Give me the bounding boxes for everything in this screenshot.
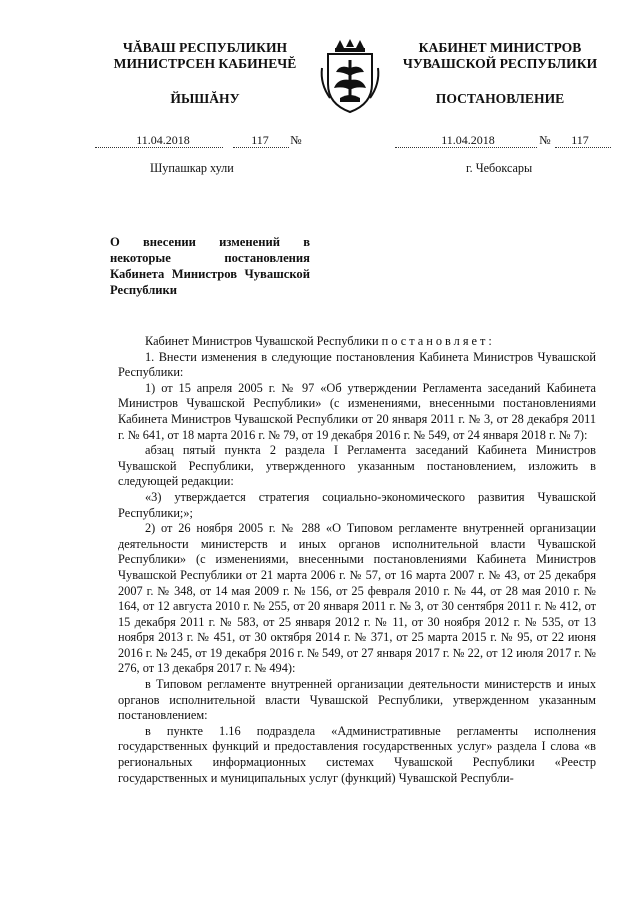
date-right: 11.04.2018	[441, 133, 495, 147]
header-left-line2: МИНИСТРСЕН КАБИНЕЧĔ	[113, 56, 297, 71]
header-left-line1: ЧĂВАШ РЕСПУБЛИКИН	[122, 40, 288, 55]
header-left-doc-type: ЙЫШĂНУ	[170, 91, 240, 106]
place-left: Шупашкар хули	[150, 161, 234, 175]
header-left-block	[100, 40, 310, 107]
coat-of-arms-icon	[318, 38, 382, 116]
date-left: 11.04.2018	[136, 133, 190, 147]
number-left: 117	[251, 133, 269, 147]
body-paragraph: 2) от 26 ноября 2005 г. № 288 «О Типовом регламенте внутренней организации деятельности министерств и иных органов исполнительной власти Чувашской Республики» (с изменениями, внесенными постановлениями Кабинета Министров Чувашской Республики от 21 марта 2006 г. № 57, от 16 марта 2007 г. № 43, от 25 декабря 2007 г. № 348, от 14 мая 2009 г. № 156, от 25 февраля 2010 г. № 44, от 28 мая 2010 г. № 164, от 12 августа 2010 г. № 255, от 20 января 2011 г. № 3, от 30 сентября 2011 г. № 412, от 15 декабря 2011 г. № 583, от 25 января 2012 г. № 11, от 30 ноября 2012 г. № 535, от 13 ноября 2013 г. № 451, от 30 октября 2014 г. № 371, от 25 марта 2015 г. № 95, от 22 июня 2016 г. № 245, от 19 декабря 2016 г. № 549, от 27 января 2017 г. № 22, от 12 июля 2017 г. № 276, от 13 декабря 2017 г. № 494):	[118, 521, 596, 676]
date-right-rule	[395, 147, 537, 148]
document-subject: О внесении изменений в некоторые постановления Кабинета Министров Чувашской Республики	[110, 235, 310, 297]
body-intro-verb: постановляет:	[381, 334, 495, 348]
number-right-rule	[555, 147, 611, 148]
place-right: г. Чебоксары	[466, 161, 533, 175]
number-sign-left: №	[290, 133, 302, 147]
date-number-right	[395, 133, 620, 149]
header-right-block	[385, 40, 615, 107]
body-paragraph: абзац пятый пункта 2 раздела I Регламента заседаний Кабинета Министров Чувашской Республики, утвержденного указанным постановлением, изложить в следующей редакции:	[118, 443, 596, 489]
body-paragraph: 1) от 15 апреля 2005 г. № 97 «Об утверждении Регламента заседаний Кабинета Министров Чувашской Республики» (с изменениями, внесенными постановлениями Кабинета Министров Чувашской Республики от 20 января 2011 г. № 3, от 28 декабря 2011 г. № 641, от 18 марта 2016 г. № 79, от 19 декабря 2016 г. № 549, от 24 января 2018 г. № 7):	[118, 380, 596, 442]
date-left-rule	[95, 147, 223, 148]
number-right: 117	[571, 133, 589, 147]
header-right-line2: ЧУВАШСКОЙ РЕСПУБЛИКИ	[402, 56, 598, 71]
body-paragraph: «3) утверждается стратегия социально-экономического развития Чувашской Республики;»;	[118, 489, 596, 520]
date-number-left	[95, 133, 315, 149]
body-paragraph: в пункте 1.16 подраздела «Административные регламенты исполнения государственных функций и предоставления государственных услуг» раздела I слова «в региональных информационных системах Чувашской Республики «Реестр государственных и муниципальных услуг (функций) Чувашской Республи-	[118, 723, 596, 785]
number-sign-right: №	[539, 133, 551, 147]
body-paragraph: в Типовом регламенте внутренней организации деятельности министерств и иных органов исполнительной власти Чувашской Республики, утвержденном указанным постановлением:	[118, 677, 596, 723]
body-intro	[118, 334, 596, 350]
number-left-rule	[233, 147, 289, 148]
document-body	[118, 334, 596, 786]
body-paragraph: 1. Внести изменения в следующие постановления Кабинета Министров Чувашской Республики:	[118, 349, 596, 380]
header-right-line1: КАБИНЕТ МИНИСТРОВ	[418, 40, 582, 55]
body-intro-text: Кабинет Министров Чувашской Республики	[145, 334, 379, 348]
header-right-doc-type: ПОСТАНОВЛЕНИЕ	[435, 91, 565, 106]
